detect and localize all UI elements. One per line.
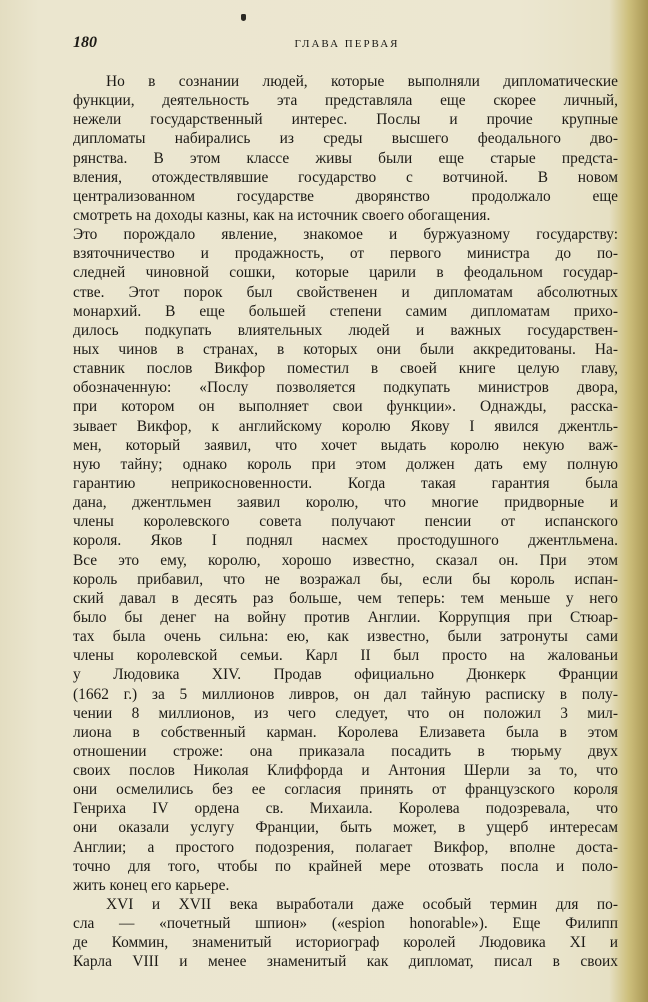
text-line: Все это ему, королю, хорошо известно, сказал он. При этом (73, 551, 618, 569)
text-line: монархий. В еще большей степени самим дипломатам прихо- (73, 302, 618, 320)
text-line: (1662 г.) за 5 миллионов ливров, он дал тайную расписку в полу- (73, 685, 618, 703)
text-line: ставник послов Викфор поместил в своей книге целую главу, (73, 360, 618, 378)
text-line: смотреть на доходы казны, как на источник своего обогащения. (73, 206, 491, 224)
text-line: Это порождало явление, знакомое и буржуазному государству: (73, 226, 618, 244)
text-line: функции, деятельность эта представляла еще скорее личный, (73, 92, 618, 110)
text-line: рянства. В этом классе живы были еще старые предста- (73, 149, 618, 167)
text-line: централизованном государстве дворянство продолжало еще (73, 187, 618, 205)
text-line: король прибавил, что не возражал бы, если бы король испан- (73, 570, 618, 588)
text-line: обозначенную: «Послу позволяется подкупать министров двора, (73, 379, 618, 397)
text-line: Но в сознании людей, которые выполняли дипломатические (106, 73, 618, 90)
text-line: чении 8 миллионов, из чего следует, что он положил 3 мил- (73, 704, 618, 722)
running-head: ГЛАВА ПЕРВАЯ (294, 38, 400, 50)
text-line: ский давал в десять раз больше, чем теперь: тем меньше у него (73, 589, 618, 607)
text-line: сла — «почетный шпион» («espion honorable»). Еще Филипп (73, 915, 618, 933)
text-line: Генриха IV ордена св. Михаила. Королева подозревала, что (73, 800, 618, 818)
text-line: было бы денег на войну против Англии. Коррупция при Стюар- (73, 608, 618, 626)
text-line: гарантию неприкосновенности. Когда такая гарантия была (73, 474, 618, 492)
text-line: они оказали услугу Франции, быть может, в ущерб интересам (73, 819, 618, 837)
text-line: члены королевского совета получают пенсии от испанского (73, 513, 618, 531)
text-line: дипломаты набирались из среды высшего феодального дво- (73, 130, 618, 148)
text-line: при котором он выполняет свои функции». Однажды, расска- (73, 398, 618, 416)
text-line: точно для того, чтобы по крайней мере отозвать посла и поло- (73, 857, 618, 875)
text-line: Англии; а простого подозрения, полагает Викфор, вполне доста- (73, 838, 618, 856)
text-line: XVI и XVII века выработали даже особый термин для по- (106, 896, 618, 914)
text-line: жить конец его карьере. (73, 876, 230, 894)
text-line: дана, джентльмен заявил королю, что многие придворные и (73, 494, 618, 512)
text-line: они осмелились без ее согласия принять от французского короля (73, 781, 618, 799)
body-text (73, 72, 618, 972)
text-line: ную тайну; однако король при этом должен дать ему полную (73, 455, 618, 473)
text-line: зывает Викфор, к английскому королю Якову I явился джентль- (73, 417, 618, 435)
text-line: взяточничество и продажность, от первого министра до по- (73, 245, 618, 263)
text-line: у Людовика XIV. Продав официально Дюнкерк Франции (73, 666, 618, 684)
text-line: короля. Яков I поднял насмех простодушного джентльмена. (73, 532, 618, 550)
text-line: нежели государственный интерес. Послы и прочие крупные (73, 111, 618, 129)
text-line: Карла VIII и менее знаменитый как дипломат, писал в своих (73, 953, 618, 971)
text-line: отношении строже: она приказала посадить в тюрьму двух (73, 742, 618, 760)
page-header (73, 34, 621, 54)
text-line: следней чиновной сошки, которые царили в феодальном государ- (73, 264, 618, 282)
text-line: вления, отождествлявшие государство с вотчиной. В новом (73, 168, 618, 186)
text-line: тах была очень сильна: ею, как известно, были затронуты сами (73, 628, 618, 646)
text-line: члены королевской семьи. Карл II был просто на жалованьи (73, 647, 618, 665)
text-line: стве. Этот порок был свойственен и дипломатам абсолютных (73, 283, 618, 301)
page-number: 180 (73, 34, 97, 51)
text-line: дилось подкупать влиятельных людей и важных государствен- (73, 321, 618, 339)
text-line: лиона в собственный карман. Королева Елизавета была в этом (73, 723, 618, 741)
ink-mark (241, 14, 246, 21)
text-line: мен, который заявил, что хочет выдать королю некую важ- (73, 436, 618, 454)
text-line: ных чинов в странах, в которых они были аккредитованы. На- (73, 340, 618, 358)
text-line: де Коммин, знаменитый историограф королей Людовика XI и (73, 934, 618, 952)
text-line: своих послов Николая Клиффорда и Антония Шерли за то, что (73, 762, 618, 780)
